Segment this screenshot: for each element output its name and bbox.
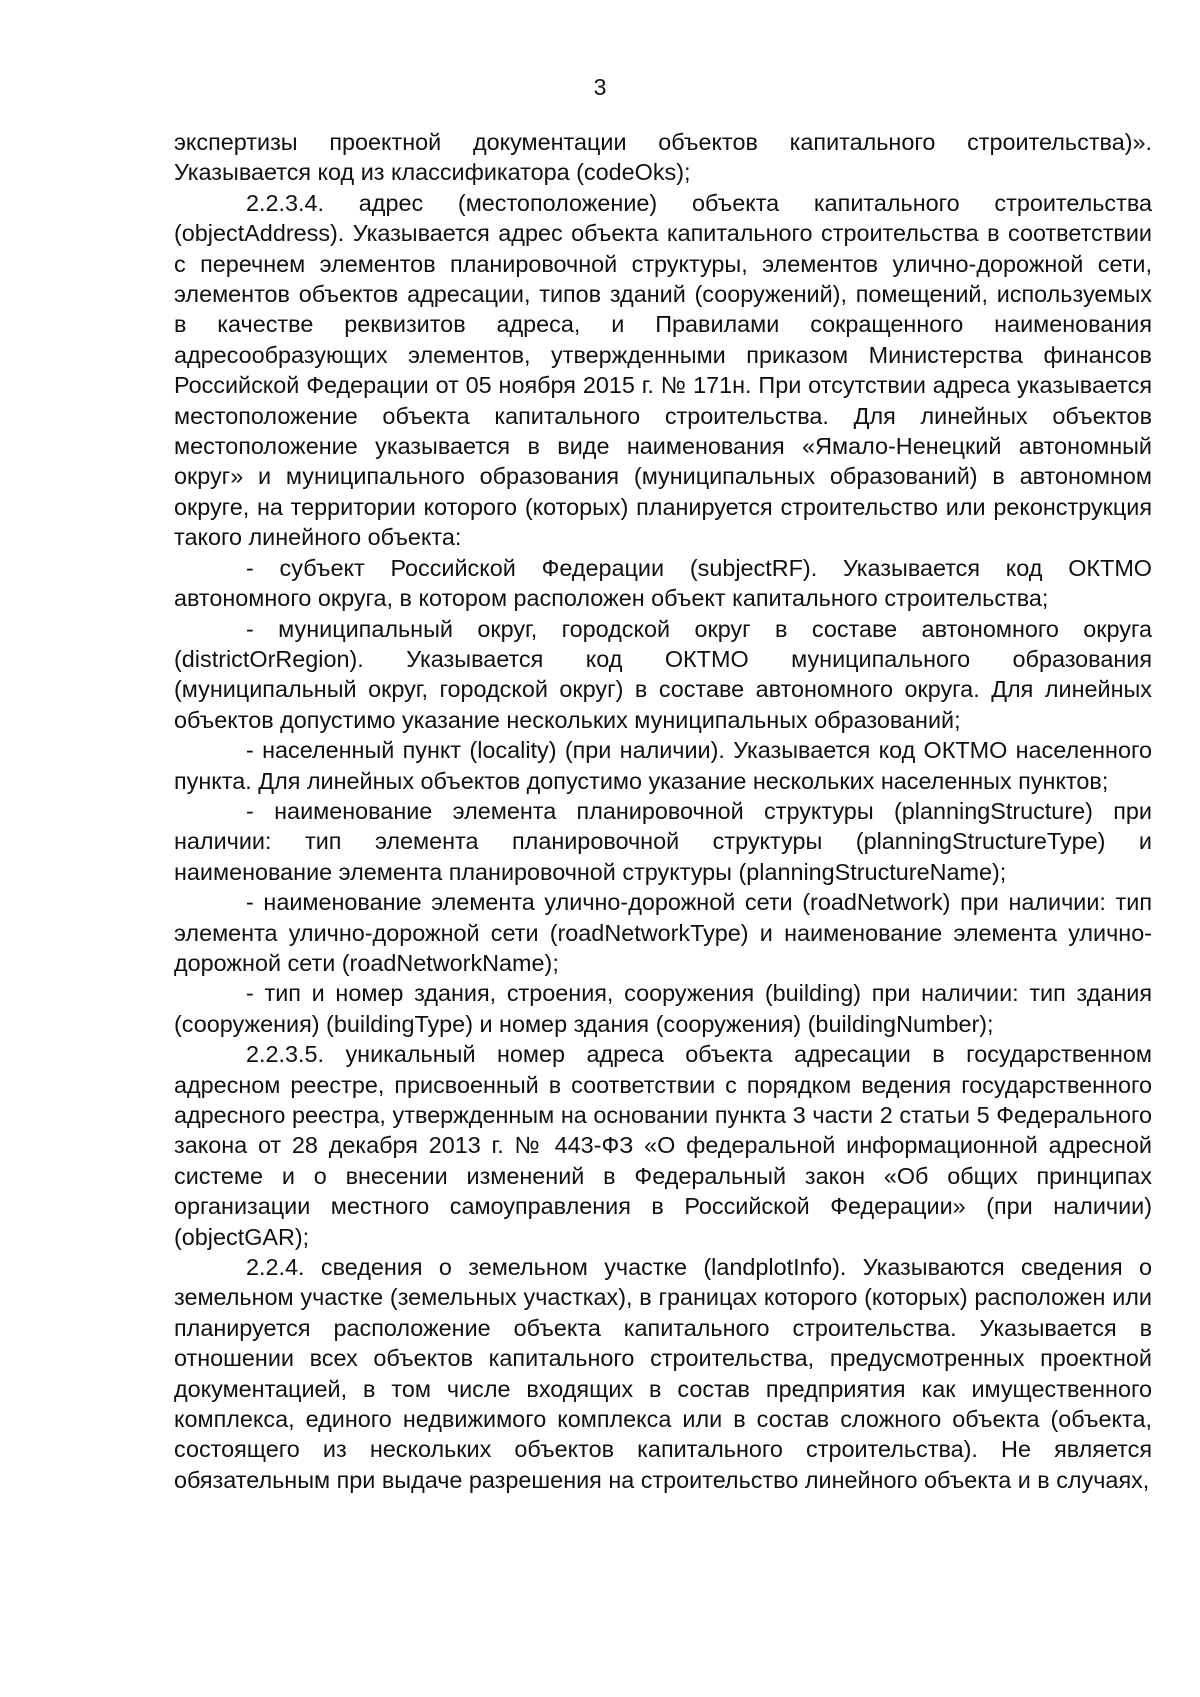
list-item-planning-structure: - наименование элемента планировочной структуры (planningStructure) при наличии: тип элемента планировочной структуры (planningStructureType) и наименование элемента планировочной структуры (planningStructureName); — [174, 797, 1152, 885]
paragraph-2-2-3-5: 2.2.3.5. уникальный номер адреса объекта адресации в государственном адресном реестре, присвоенный в соответствии с порядком ведения государственного адресного реестра, утвержденным на основании пункта 3 части 2 статьи 5 Федерального закона от 28 декабря 2013 г. № 443-ФЗ «О федеральной информационной адресной системе и о внесении изменений в Федеральный закон «Об общих принципах организации местного самоуправления в Российской Федерации» (при наличии) (objectGAR); — [174, 1041, 1152, 1250]
list-item-district: - муниципальный округ, городской округ в составе автономного округа (districtOrRegion). Указывается код ОКТМО муниципального образования (муниципальный округ, городской округ) в составе автономного округа. Для линейных объектов допустимо указание нескольких муниципальных образований; — [174, 615, 1152, 733]
paragraph-2-2-3-4: 2.2.3.4. адрес (местоположение) объекта капитального строительства (objectAddress). Указывается адрес объекта капитального строительства в соответствии с перечнем элементов планировочной структуры, элементов улично-дорожной сети, элементов объектов адресации, типов зданий (сооружений), помещений, используемых в качестве реквизитов адреса, и Правилами сокращенного наименования адресообразующих элементов, утвержденными приказом Министерства финансов Российской Федерации от 05 ноября 2015 г. № 171н. При отсутствии адреса указывается местоположение объекта капитального строительства. Для линейных объектов местоположение указывается в виде наименования «Ямало-Ненецкий автономный округ» и муниципального образования (муниципальных образований) в автономном округе, на территории которого (которых) планируется строительство или реконструкция такого линейного объекта: — [174, 189, 1152, 551]
list-item-building: - тип и номер здания, строения, сооружения (building) при наличии: тип здания (сооружения) (buildingType) и номер здания (сооружения) (buildingNumber); — [174, 980, 1152, 1037]
paragraph-1: экспертизы проектной документации объектов капитального строительства)». Указывается код из классификатора (codeOks); — [174, 129, 1152, 186]
list-item-road-network: - наименование элемента улично-дорожной сети (roadNetwork) при наличии: тип элемента улично-дорожной сети (roadNetworkType) и наименование элемента улично-дорожной сети (roadNetworkName); — [174, 889, 1152, 976]
list-item-locality: - населенный пункт (locality) (при наличии). Указывается код ОКТМО населенного пункта. Для линейных объектов допустимо указание нескольких населенных пунктов; — [174, 737, 1152, 794]
page-number: 3 — [593, 74, 607, 100]
paragraph-2-2-4: 2.2.4. сведения о земельном участке (landplotInfo). Указываются сведения о земельном участке (земельных участках), в границах которого (которых) расположен или планируется расположение объекта капитального строительства. Указывается в отношении всех объектов капитального строительства, предусмотренных проектной документацией, в том числе входящих в состав предприятия как имущественного комплекса, единого недвижимого комплекса или в состав сложного объекта (объекта, состоящего из нескольких объектов капитального строительства). Не является обязательным при выдаче разрешения на строительство линейного объекта и в случаях, — [174, 1254, 1152, 1493]
document-body — [174, 127, 1152, 1495]
list-item-subject-rf: - субъект Российской Федерации (subjectRF). Указывается код ОКТМО автономного округа, в котором расположен объект капитального строительства; — [174, 554, 1152, 612]
